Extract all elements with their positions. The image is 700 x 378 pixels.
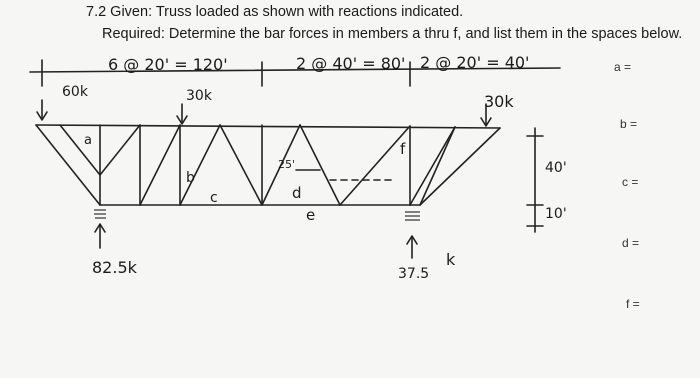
web-member: [300, 125, 340, 205]
dim-span-right: 2 @ 20' = 40': [420, 53, 530, 72]
dim-10-label: 10': [545, 206, 567, 222]
support-left: [94, 210, 106, 218]
web-member: [340, 126, 410, 205]
reaction-right-label: 37.5: [398, 266, 430, 282]
load-label-30k-left: 30k: [186, 88, 212, 104]
dim-span-left: 6 @ 20' = 120': [108, 55, 228, 74]
answer-b-label: b =: [620, 117, 638, 131]
web-member: [100, 125, 140, 175]
answer-c-label: c =: [622, 175, 639, 189]
reaction-right-unit: k: [446, 250, 456, 269]
dim-25-label: 25': [278, 158, 296, 171]
member-b-label: b: [186, 170, 195, 186]
answer-a-label: a =: [614, 60, 632, 74]
web-member: [420, 127, 455, 205]
problem-title: 7.2 Given: Truss loaded as shown with reactions indicated.: [86, 4, 464, 20]
dim-40-label: 40': [545, 160, 567, 176]
member-e-label: e: [306, 206, 316, 224]
dim-span-mid: 2 @ 40' = 80': [296, 54, 406, 73]
member-a-label: a: [84, 133, 92, 148]
member-c-label: c: [210, 190, 218, 206]
load-label-30k-right: 30k: [484, 92, 514, 111]
reaction-left-label: 82.5k: [92, 258, 137, 277]
top-chord: [36, 125, 500, 128]
load-label-60k: 60k: [62, 84, 88, 100]
problem-requirement: Required: Determine the bar forces in members a thru f, and list them in the spaces below.: [102, 26, 683, 42]
web-member: [220, 125, 262, 205]
web-member: [60, 125, 100, 175]
answer-f-label: f =: [626, 297, 640, 311]
web-member: [140, 125, 180, 205]
support-right: [405, 212, 420, 220]
member-f-label: f: [400, 140, 406, 158]
answer-d-label: d =: [622, 236, 640, 250]
member-d-label: d: [292, 184, 302, 202]
